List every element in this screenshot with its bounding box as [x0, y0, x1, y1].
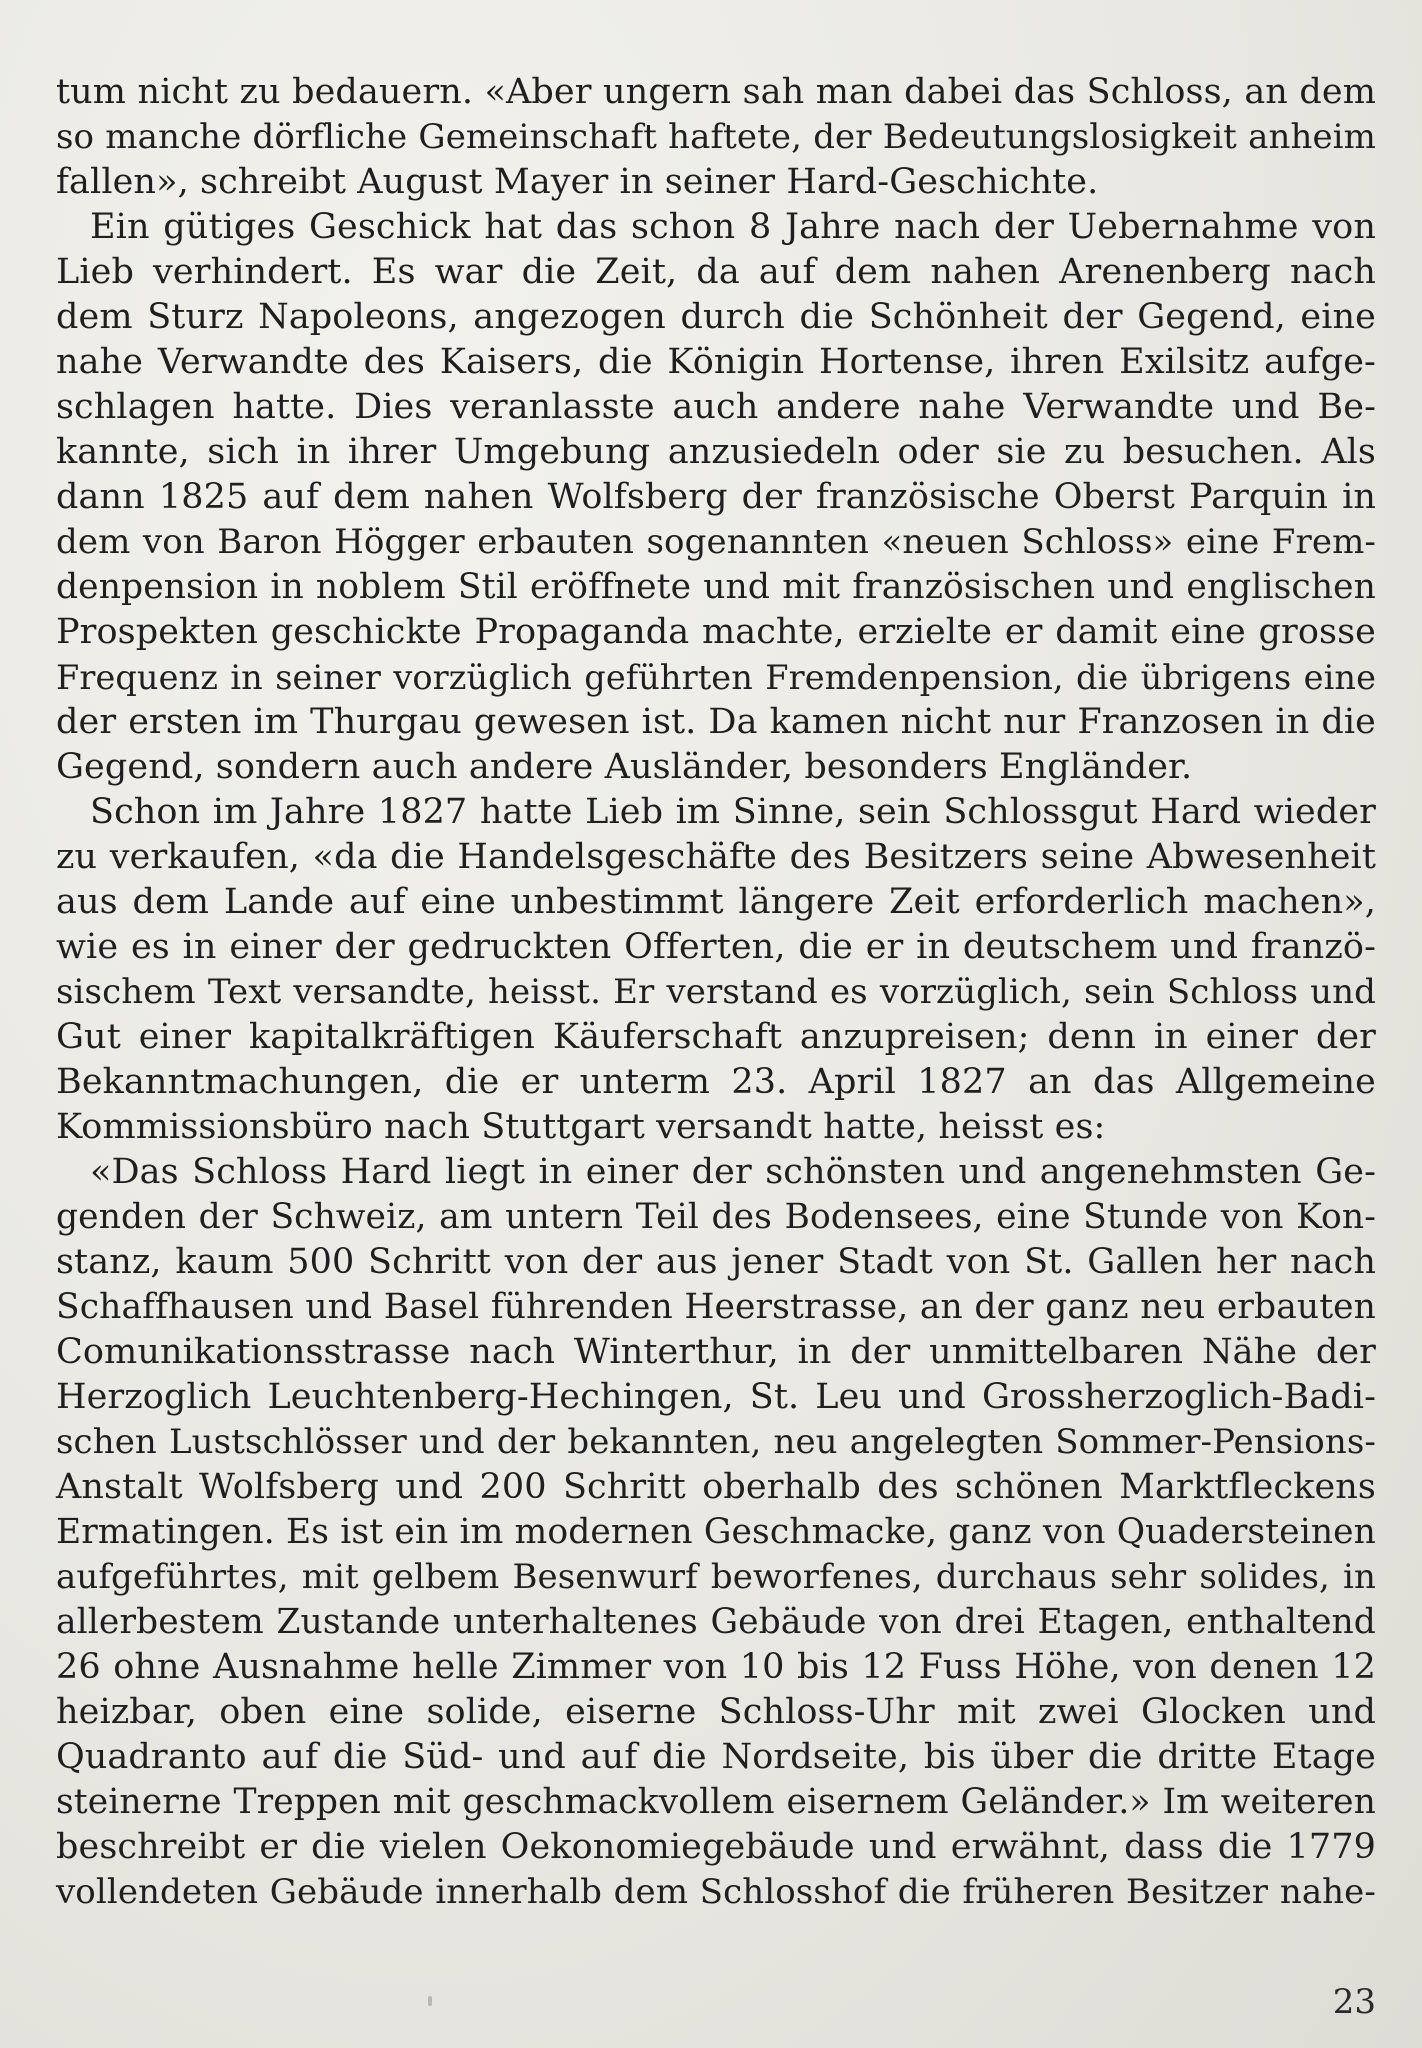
text-line: beschreibt er die vielen Oekonomiegebäude und erwähnt, dass die 1779 [56, 1827, 1376, 1867]
paper-speck [428, 1996, 432, 2006]
text-line: Frequenz in seiner vorzüglich geführten Fremdenpension, die übrigens eine [56, 658, 1376, 697]
text-line: Herzoglich Leuchtenberg-Hechingen, St. Leu und Grossherzoglich-Badi- [56, 1377, 1376, 1417]
text-line: genden der Schweiz, am untern Teil des Bodensees, eine Stunde von Kon- [56, 1197, 1376, 1237]
text-line: sischem Text versandte, heisst. Er verstand es vorzüglich, sein Schloss und [56, 972, 1376, 1012]
text-line: Schaffhausen und Basel führenden Heerstrasse, an der ganz neu erbauten [56, 1287, 1376, 1327]
text-line: schlagen hatte. Dies veranlasste auch andere nahe Verwandte und Be- [56, 387, 1376, 427]
text-line: dem Sturz Napoleons, angezogen durch die Schönheit der Gegend, eine [56, 297, 1376, 337]
text-line: denpension in noblem Stil eröffnete und mit französischen und englischen [56, 567, 1376, 607]
text-line: Quadranto auf die Süd- und auf die Nordseite, bis über die dritte Etage [56, 1737, 1376, 1777]
text-line: vollendeten Gebäude innerhalb dem Schlosshof die früheren Besitzer nahe- [56, 1872, 1376, 1912]
text-line: stanz, kaum 500 Schritt von der aus jener Stadt von St. Gallen her nach [56, 1242, 1376, 1282]
text-line: so manche dörfliche Gemeinschaft haftete, der Bedeutungslosigkeit anheim [56, 117, 1376, 157]
page-number: 23 [1332, 1982, 1376, 2022]
text-line: Bekanntmachungen, die er unterm 23. April 1827 an das Allgemeine [56, 1062, 1376, 1102]
text-line: nahe Verwandte des Kaisers, die Königin Hortense, ihren Exilsitz aufge- [56, 342, 1376, 382]
text-line: kannte, sich in ihrer Umgebung anzusiedeln oder sie zu besuchen. Als [56, 432, 1376, 472]
text-line: dem von Baron Högger erbauten sogenannten «neuen Schloss» eine Frem- [56, 522, 1376, 562]
text-line: Lieb verhindert. Es war die Zeit, da auf dem nahen Arenenberg nach [56, 252, 1376, 292]
text-line: steinerne Treppen mit geschmackvollem eisernem Geländer.» Im weiteren [56, 1782, 1376, 1822]
text-line: Ermatingen. Es ist ein im modernen Geschmacke, ganz von Quadersteinen [56, 1512, 1376, 1552]
text-line: zu verkaufen, «da die Handelsgeschäfte des Besitzers seine Abwesenheit [56, 837, 1376, 877]
page-body [56, 70, 1376, 1915]
text-line: Kommissionsbüro nach Stuttgart versandt hatte, heisst es: [56, 1107, 1106, 1147]
text-line: Gut einer kapitalkräftigen Käuferschaft anzupreisen; denn in einer der [56, 1017, 1376, 1057]
text-line: der ersten im Thurgau gewesen ist. Da kamen nicht nur Franzosen in die [56, 702, 1376, 742]
text-line: Anstalt Wolfsberg und 200 Schritt oberhalb des schönen Marktfleckens [56, 1467, 1376, 1507]
text-line: tum nicht zu bedauern. «Aber ungern sah man dabei das Schloss, an dem [56, 72, 1376, 112]
text-line: Prospekten geschickte Propaganda machte, erzielte er damit eine grosse [56, 612, 1376, 652]
text-line: dann 1825 auf dem nahen Wolfsberg der französische Oberst Parquin in [56, 477, 1376, 517]
text-line: heizbar, oben eine solide, eiserne Schloss-Uhr mit zwei Glocken und [56, 1692, 1376, 1732]
text-line: schen Lustschlösser und der bekannten, neu angelegten Sommer-Pensions- [56, 1422, 1376, 1462]
text-line: Gegend, sondern auch andere Ausländer, besonders Engländer. [56, 747, 1193, 787]
text-line: fallen», schreibt August Mayer in seiner Hard-Geschichte. [56, 162, 1099, 202]
text-line: aufgeführtes, mit gelbem Besenwurf beworfenes, durchaus sehr solides, in [56, 1557, 1376, 1597]
text-line: allerbestem Zustande unterhaltenes Gebäude von drei Etagen, enthaltend [56, 1602, 1376, 1642]
text-line: Schon im Jahre 1827 hatte Lieb im Sinne, sein Schlossgut Hard wieder [90, 792, 1376, 832]
text-line: aus dem Lande auf eine unbestimmt längere Zeit erforderlich machen», [56, 882, 1376, 922]
text-line: Comunikationsstrasse nach Winterthur, in der unmittelbaren Nähe der [56, 1332, 1376, 1372]
text-line: 26 ohne Ausnahme helle Zimmer von 10 bis 12 Fuss Höhe, von denen 12 [56, 1647, 1376, 1687]
text-line: Ein gütiges Geschick hat das schon 8 Jahre nach der Uebernahme von [90, 207, 1376, 247]
text-line: «Das Schloss Hard liegt in einer der schönsten und angenehmsten Ge- [90, 1152, 1376, 1192]
text-line: wie es in einer der gedruckten Offerten, die er in deutschem und franzö- [56, 927, 1376, 967]
